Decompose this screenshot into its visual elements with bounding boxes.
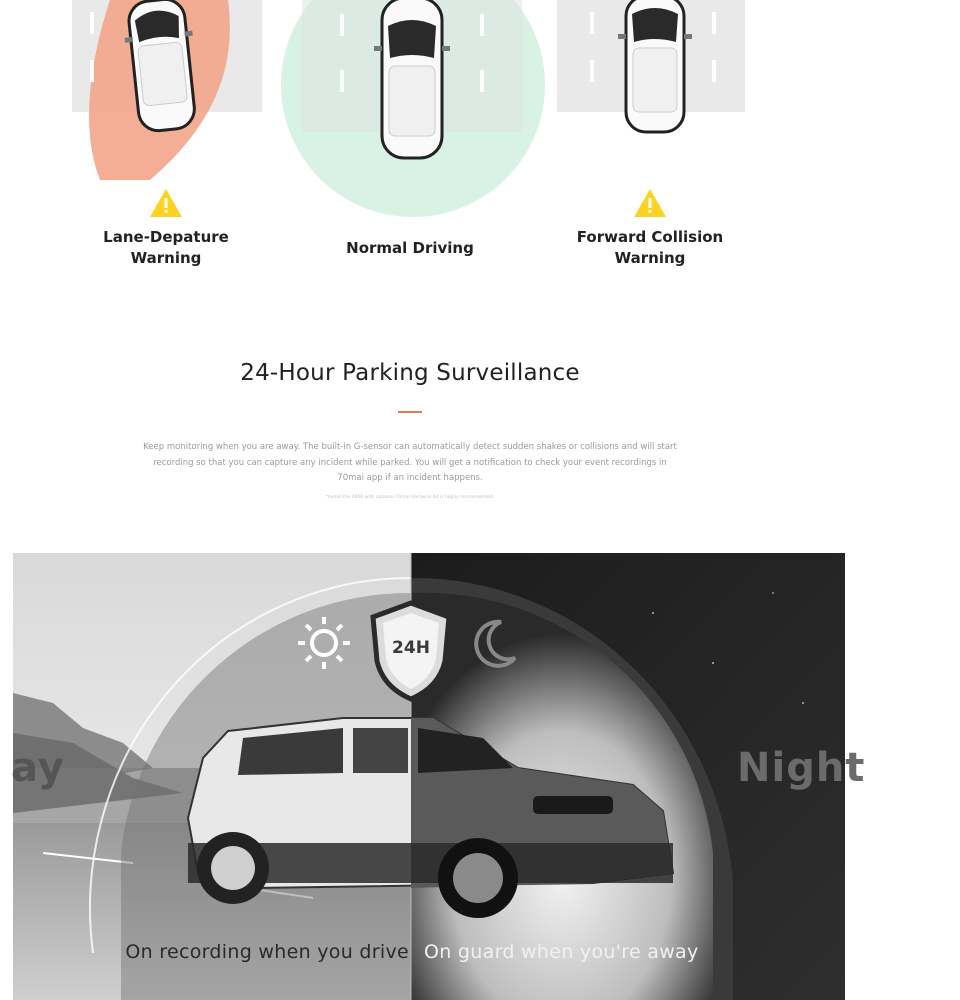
day-caption: On recording when you drive [125,941,409,963]
sun-icon [294,613,354,673]
badge-label: 24H [392,638,430,658]
car-top-view [372,0,452,166]
title-underline [398,411,422,413]
night-word: Night [737,745,866,791]
day-word: ay [11,745,65,791]
scenario-label-forward-collision: Forward Collision Warning [576,228,724,267]
section-footnote: *Install the 4800 with optional 70mai Hardwire Kit is highly recommended. [325,495,495,500]
night-caption: On guard when you're away [424,941,699,963]
car-top-view [615,0,695,139]
warning-triangle-icon [149,188,183,218]
scenario-label-lane-departure: Lane-Depature Warning [103,228,229,267]
scenario-label-normal-driving: Normal Driving [346,239,474,257]
section-description: Keep monitoring when you are away. The built-in G-sensor can automatically detect sudden shakes or collisions and will start recording so that you can capture any incident while parked. You will get a notification to check your event recordings in 70mai app if an incident happens. [143,442,677,483]
warning-triangle-icon [633,188,667,218]
day-night-banner [11,553,866,1000]
section-title: 24-Hour Parking Surveillance [240,360,580,386]
car-top-view [115,0,209,142]
moon-icon [471,618,521,668]
